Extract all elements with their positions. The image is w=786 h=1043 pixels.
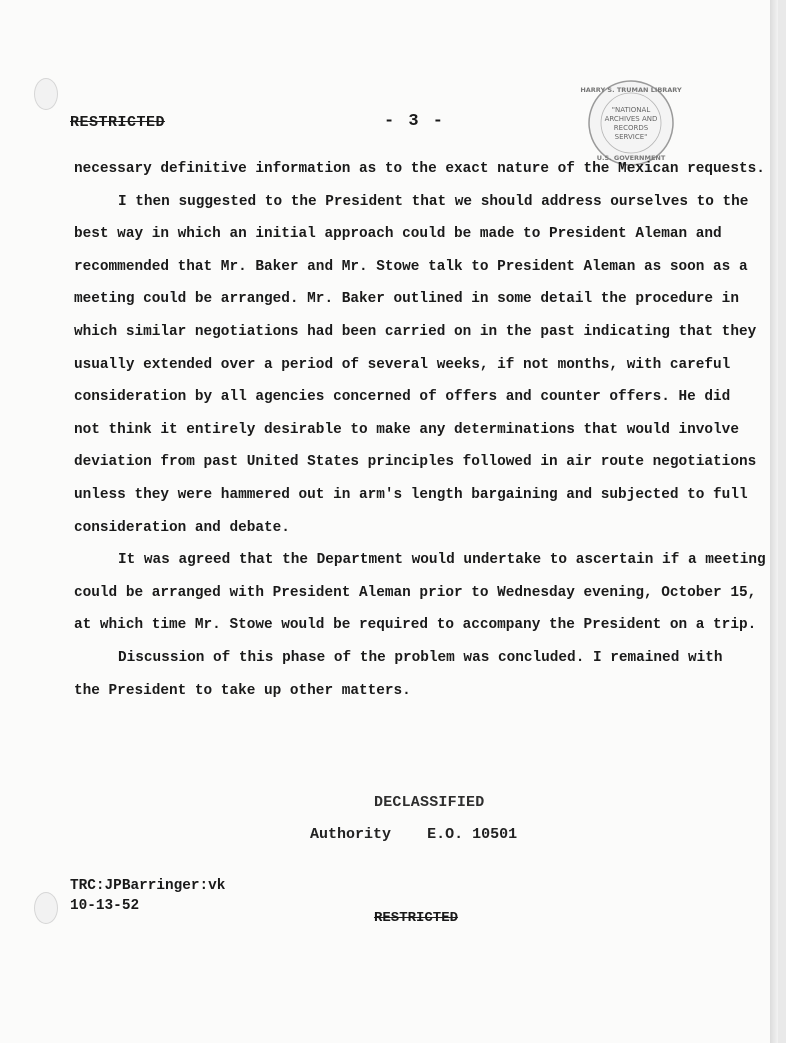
- declassified-stamp: DECLASSIFIED: [374, 794, 485, 811]
- text-line: the President to take up other matters.: [74, 682, 411, 699]
- text-line: unless they were hammered out in arm's length bargaining and subjected to full: [74, 486, 748, 503]
- stamp-text: RECORDS: [613, 124, 649, 132]
- paragraph: [74, 157, 765, 190]
- text-line: Discussion of this phase of the problem was concluded. I remained with: [118, 649, 723, 666]
- authority-value: E.O. 10501: [427, 826, 518, 843]
- text-line: recommended that Mr. Baker and Mr. Stowe talk to President Aleman as soon as a: [74, 258, 748, 275]
- authority-label: Authority: [310, 826, 392, 843]
- page-edge: [770, 0, 778, 1043]
- text-line: It was agreed that the Department would undertake to ascertain if a meeting: [118, 552, 766, 569]
- text-line: best way in which an initial approach could be made to President Aleman and: [74, 226, 722, 243]
- punch-hole: [34, 78, 58, 110]
- stamp-text: ARCHIVES AND: [604, 115, 658, 123]
- page-number: - 3 -: [384, 112, 446, 131]
- text-line: which similar negotiations had been carried on in the past indicating that they: [74, 323, 757, 340]
- reference-initials: [70, 876, 225, 916]
- text-line: usually extended over a period of several weeks, if not months, with careful: [74, 356, 731, 373]
- memo-body: [74, 157, 766, 711]
- stamp-text: "NATIONAL: [611, 106, 651, 114]
- classification-footer: RESTRICTED: [374, 910, 459, 926]
- text-line: deviation from past United States principles followed in air route negotiations: [74, 454, 757, 471]
- memo-date: 10-13-52: [70, 898, 140, 914]
- paragraph: [74, 190, 757, 549]
- author-initials: TRC:JPBarringer:vk: [70, 878, 226, 894]
- text-line: consideration by all agencies concerned of offers and counter offers. He did: [74, 389, 731, 406]
- text-line: necessary definitive information as to the exact nature of the Mexican requests.: [74, 161, 765, 177]
- stamp-ring-text: HARRY S. TRUMAN LIBRARY: [580, 86, 682, 94]
- punch-hole: [34, 892, 58, 924]
- paragraph: [74, 646, 724, 711]
- stamp-ring-text: U.S. GOVERNMENT: [596, 154, 666, 162]
- archives-stamp: [580, 78, 682, 168]
- text-line: at which time Mr. Stowe would be required to accompany the President on a trip.: [74, 617, 757, 634]
- text-line: I then suggested to the President that we should address ourselves to the: [118, 193, 749, 210]
- text-line: consideration and debate.: [74, 519, 290, 536]
- classification-header: RESTRICTED: [70, 114, 166, 131]
- text-line: not think it entirely desirable to make any determinations that would involve: [74, 421, 739, 438]
- text-line: could be arranged with President Aleman prior to Wednesday evening, October 15,: [74, 584, 757, 601]
- stamp-text: SERVICE": [614, 133, 648, 141]
- paragraph: [74, 548, 766, 646]
- text-line: meeting could be arranged. Mr. Baker outlined in some detail the procedure in: [74, 291, 739, 308]
- declassification-authority: [310, 826, 517, 843]
